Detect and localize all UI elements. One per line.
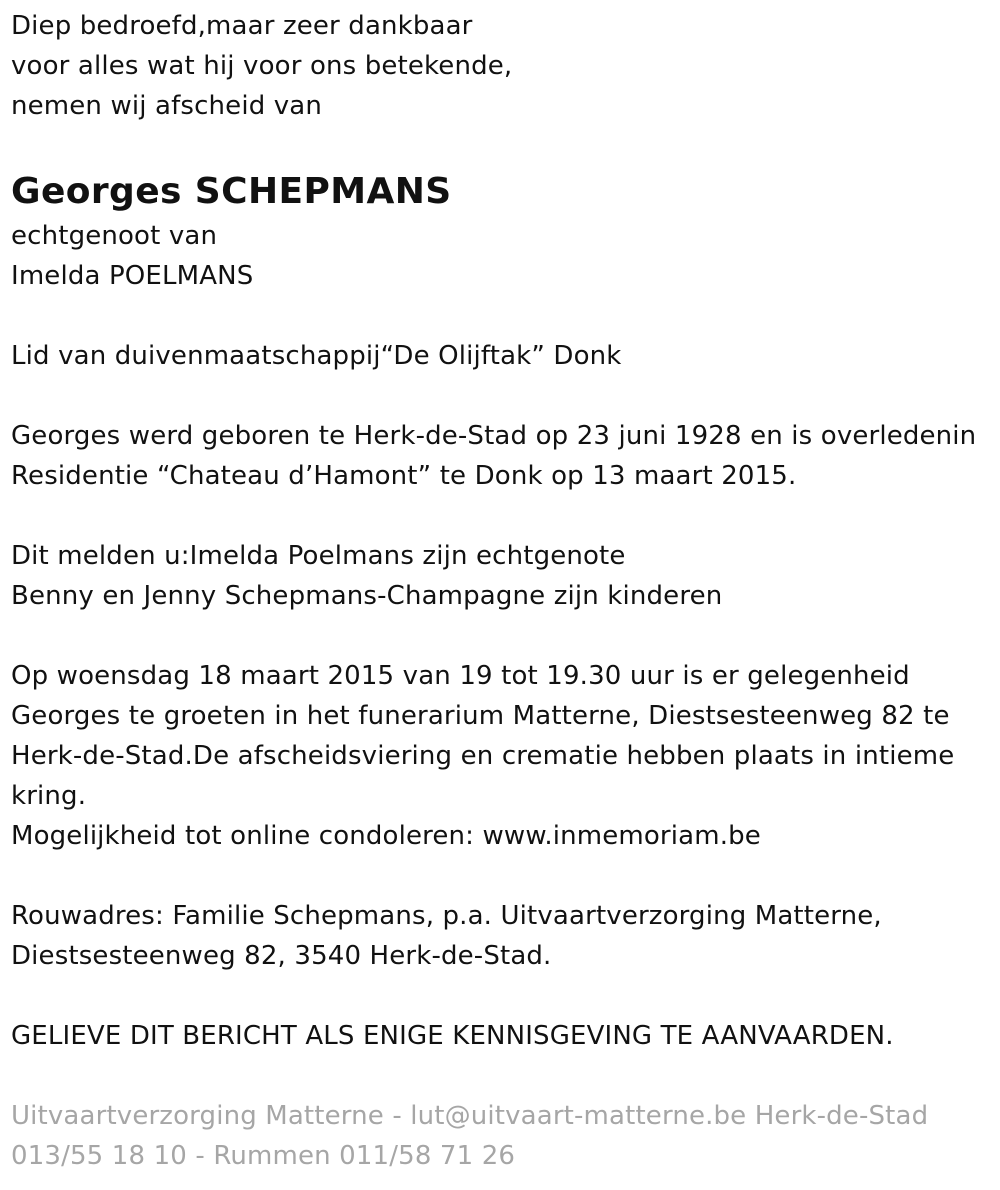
relation-text: echtgenoot van	[11, 221, 218, 251]
mourning-address-line-1: Rouwadres: Familie Schepmans, p.a. Uitvaartverzorging Matterne,	[11, 901, 882, 931]
birth-death-line-2: Residentie “Chateau d’Hamont” te Donk op 13 maart 2015.	[11, 461, 797, 491]
spacer	[11, 616, 1000, 656]
visitation-line-1: Op woensdag 18 maart 2015 van 19 tot 19.30 uur is er gelegenheid	[11, 661, 910, 691]
footer	[11, 1096, 1000, 1176]
spacer	[11, 1056, 1000, 1096]
footer-line-2: 013/55 18 10 - Rummen 011/58 71 26	[11, 1141, 516, 1171]
deceased-name: Georges SCHEPMANS	[11, 171, 452, 212]
spacer	[11, 976, 1000, 1016]
visitation-line-4: kring.	[11, 781, 87, 811]
intro-line-3: nemen wij afscheid van	[11, 91, 323, 121]
mourning-address-paragraph	[11, 896, 1000, 976]
notice-text: GELIEVE DIT BERICHT ALS ENIGE KENNISGEVING TE AANVAARDEN.	[11, 1021, 894, 1051]
spacer	[11, 376, 1000, 416]
intro-paragraph	[11, 6, 1000, 126]
visitation-paragraph	[11, 656, 1000, 856]
membership-text: Lid van duivenmaatschappij“De Olijftak” Donk	[11, 341, 622, 371]
obituary-notice	[0, 6, 1000, 1190]
announcers-line-1: Dit melden u:Imelda Poelmans zijn echtgenote	[11, 541, 626, 571]
announcers-line-2: Benny en Jenny Schepmans-Champagne zijn kinderen	[11, 581, 723, 611]
visitation-line-3: Herk-de-Stad.De afscheidsviering en crematie hebben plaats in intieme	[11, 741, 955, 771]
spacer	[11, 496, 1000, 536]
birth-death-paragraph	[11, 416, 1000, 496]
condolence-link-text: Mogelijkheid tot online condoleren: www.inmemoriam.be	[11, 821, 761, 851]
spacer	[11, 296, 1000, 336]
birth-death-line-1: Georges werd geboren te Herk-de-Stad op 23 juni 1928 en is overledenin	[11, 421, 977, 451]
intro-line-1: Diep bedroefd,maar zeer dankbaar	[11, 11, 473, 41]
footer-line-1: Uitvaartverzorging Matterne - lut@uitvaart-matterne.be Herk-de-Stad	[11, 1101, 929, 1131]
visitation-line-2: Georges te groeten in het funerarium Matterne, Diestsesteenweg 82 te	[11, 701, 950, 731]
announcers-paragraph	[11, 536, 1000, 616]
intro-line-2: voor alles wat hij voor ons betekende,	[11, 51, 513, 81]
mourning-address-line-2: Diestsesteenweg 82, 3540 Herk-de-Stad.	[11, 941, 552, 971]
spouse-name: Imelda POELMANS	[11, 261, 254, 291]
spacer	[11, 856, 1000, 896]
